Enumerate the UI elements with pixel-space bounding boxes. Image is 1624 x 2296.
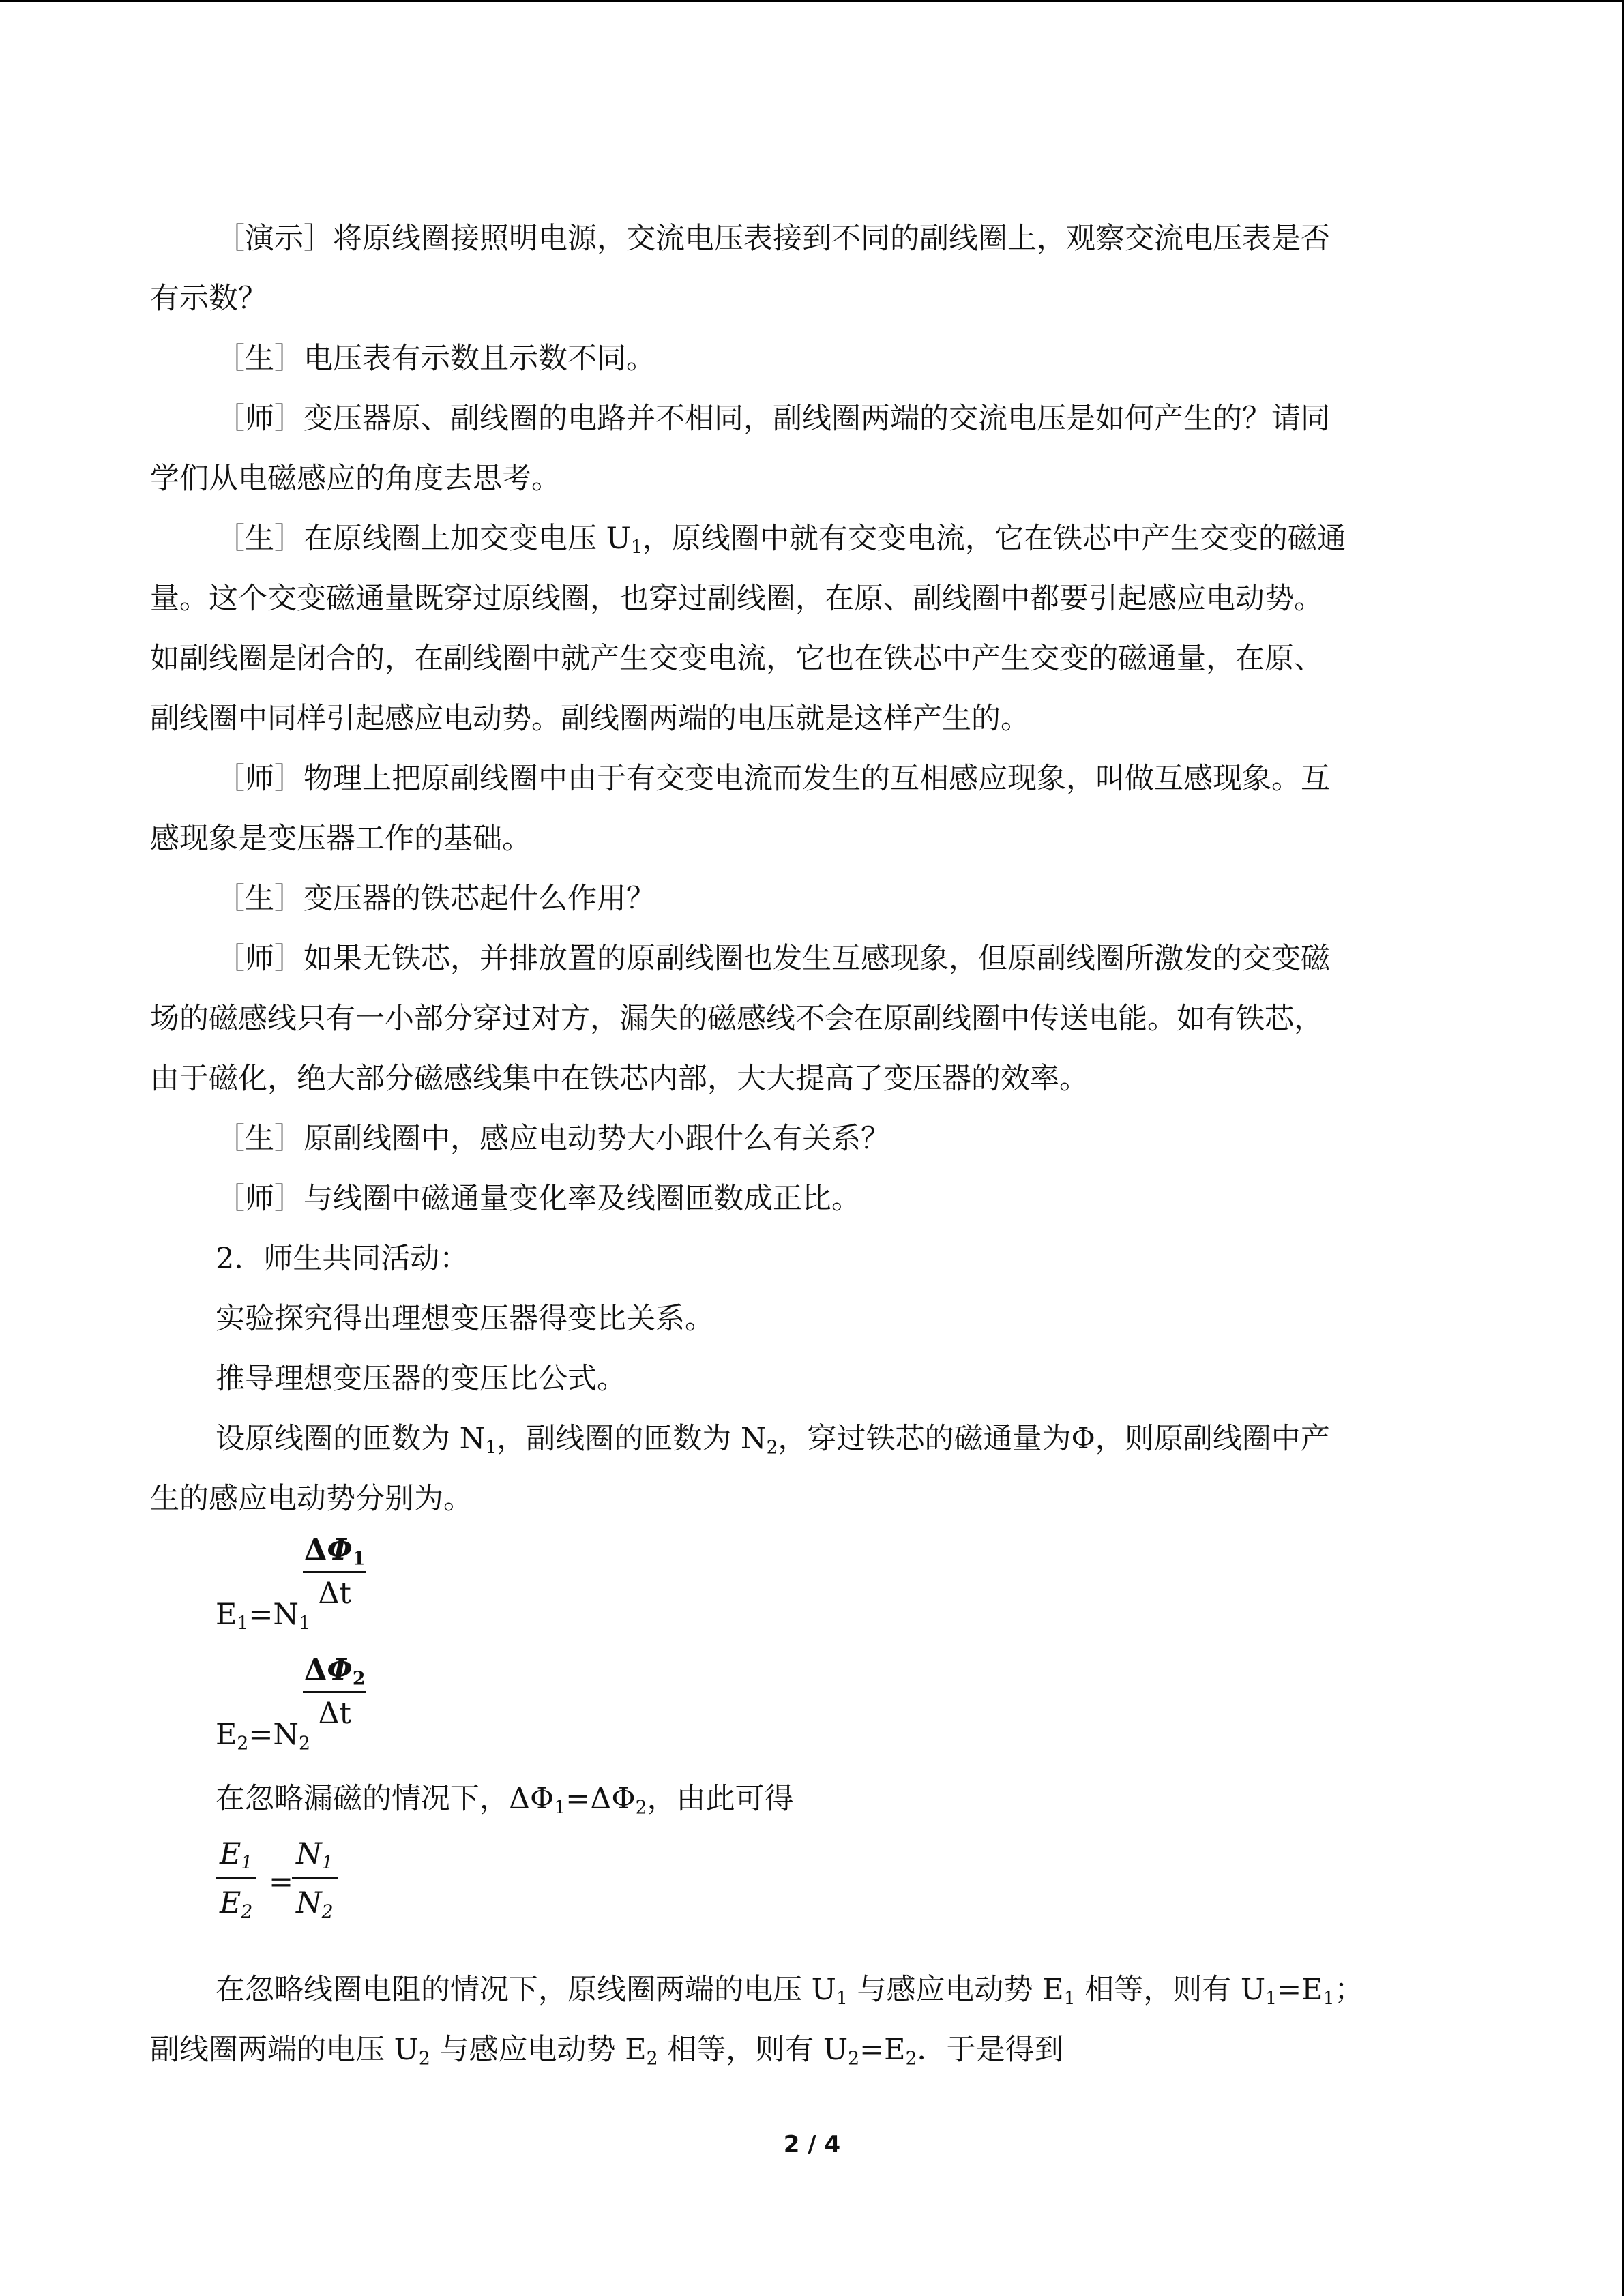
paragraph-text: 副线圈中同样引起感应电动势。副线圈两端的电压就是这样产生的。 [150,702,1030,736]
fraction-denominator: Δt [318,1577,351,1611]
paragraph-text: ［师］如果无铁芯，并排放置的原副线圈也发生互感现象，但原副线圈所激发的交变磁 [216,942,1330,976]
subscript: 2 [766,1437,778,1459]
paragraph-teacher-3-line3 [150,1049,1473,1109]
fraction-emf-ratio [216,1832,256,1928]
subscript: 1 [630,537,643,558]
paragraph-setup [150,1409,1473,1469]
paragraph-text: ［师］与线圈中磁通量变化率及线圈匝数成正比。 [216,1182,861,1216]
paragraph-text: 学们从电磁感应的角度去思考。 [150,462,561,496]
subscript: 2 [635,1797,647,1819]
paragraph-text: =E [859,2033,906,2067]
equation-lhs: $E_2=N_2$ [216,1718,310,1755]
paragraph-student-4 [150,1109,1473,1169]
paragraph-text: 推导理想变压器的变压比公式。 [216,1362,626,1396]
section-heading [150,1229,1473,1289]
paragraph-text: 感现象是变压器工作的基础。 [150,822,531,856]
paragraph-setup-cont [150,1469,1473,1529]
fraction-denominator: $E_2$ [220,1886,253,1923]
paragraph-text: ［生］变压器的铁芯起什么作用？ [216,882,655,916]
paragraph-text: ，副线圈的匝数为 N [497,1422,767,1456]
paragraph-text: ［生］原副线圈中，感应电动势大小跟什么有关系？ [216,1122,890,1156]
fraction-denominator: Δt [318,1697,351,1731]
fraction-denominator: $N_2$ [296,1886,334,1923]
subscript: 1 [1323,1988,1335,2010]
subscript: 1 [836,1988,848,2010]
paragraph-text: ［生］电压表有示数且示数不同。 [216,342,655,376]
subscript: 2 [848,2048,860,2070]
fraction-numerator: $\Delta\Phi_1$ [303,1529,366,1573]
paragraph-experiment [150,1289,1473,1349]
paragraph-text: 在忽略漏磁的情况下，ΔΦ [216,1782,555,1816]
subscript: 1 [554,1797,566,1819]
paragraph-teacher-3 [150,929,1473,989]
paragraph-student-2-line4 [150,689,1473,749]
paragraph-teacher-4 [150,1169,1473,1229]
paragraph-text: 有示数？ [150,282,267,316]
paragraph-student-2 [150,509,1473,569]
paragraph-demo [150,209,1473,269]
paragraph-resistance-cont [150,2020,1473,2080]
paragraph-text: ，由此可得 [647,1782,794,1816]
fraction-numerator: $\Delta\Phi_2$ [303,1649,366,1693]
paragraph-derivation [150,1349,1473,1409]
fraction-flux-rate-2 [303,1649,366,1734]
paragraph-student-3 [150,869,1473,929]
paragraph-student-1 [150,329,1473,389]
paragraph-text: 与感应电动势 E [430,2033,647,2067]
subscript: 2 [646,2048,658,2070]
equals-sign: = [269,1865,294,1899]
heading-text: 2．师生共同活动： [216,1242,469,1276]
paragraph-text: ［师］变压器原、副线圈的电路并不相同，副线圈两端的交流电压是如何产生的？请同 [216,402,1330,436]
paragraph-text: 副线圈两端的电压 U [150,2033,419,2067]
paragraph-text: ，原线圈中就有交变电流，它在铁芯中产生交变的磁通 [642,522,1346,556]
paragraph-demo-cont [150,269,1473,329]
paragraph-text: =E [1277,1973,1323,2007]
paragraph-text: 生的感应电动势分别为。 [150,1482,473,1516]
document-body [150,209,1473,2080]
paragraph-text: ［师］物理上把原副线圈中由于有交变电流而发生的互相感应现象，叫做互感现象。互 [216,762,1330,796]
paragraph-text: ．于是得到 [917,2033,1064,2067]
paragraph-student-2-line2 [150,569,1473,629]
paragraph-resistance [150,1960,1473,2020]
paragraph-text: 在忽略线圈电阻的情况下，原线圈两端的电压 U [216,1973,836,2007]
paragraph-text: 与感应电动势 E [847,1973,1064,2007]
paragraph-text: 如副线圈是闭合的，在副线圈中就产生交变电流，它也在铁芯中产生交变的磁通量，在原、 [150,642,1323,676]
fraction-turns-ratio [292,1832,338,1928]
subscript: 1 [1063,1988,1076,2010]
fraction-numerator: $N_1$ [292,1832,338,1879]
subscript: 2 [905,2048,917,2070]
paragraph-teacher-3-line2 [150,989,1473,1049]
paragraph-text: 由于磁化，绝大部分磁感线集中在铁芯内部，大大提高了变压器的效率。 [150,1062,1089,1096]
subscript: 1 [1265,1988,1278,2010]
paragraph-text: ； [1334,1973,1364,2007]
paragraph-text: 相等，则有 U [1075,1973,1266,2007]
paragraph-text: ［演示］将原线圈接照明电源，交流电压表接到不同的副线圈上，观察交流电压表是否 [216,222,1330,256]
paragraph-text: ，穿过铁芯的磁通量为Φ，则原副线圈中产 [778,1422,1330,1456]
paragraph-text: 设原线圈的匝数为 N [216,1422,486,1456]
paragraph-condition [150,1769,1473,1829]
paragraph-student-2-line3 [150,629,1473,689]
paragraph-teacher-1-cont [150,449,1473,509]
paragraph-text: 场的磁感线只有一小部分穿过对方，漏失的磁感线不会在原副线圈中传送电能。如有铁芯， [150,1002,1323,1036]
paragraph-teacher-2-cont [150,809,1473,869]
paragraph-text: 实验探究得出理想变压器得变比关系。 [216,1302,714,1336]
subscript: 1 [485,1437,497,1459]
equation-e1 [216,1529,1473,1649]
equation-ratio [216,1832,1473,1934]
top-border [0,0,1624,2]
fraction-flux-rate-1 [303,1529,366,1614]
paragraph-text: =ΔΦ [565,1782,636,1816]
paragraph-text: ［生］在原线圈上加交变电压 U [216,522,631,556]
page-number: 2 / 4 [783,2131,841,2158]
paragraph-text: 相等，则有 U [658,2033,848,2067]
equation-lhs: $E_1=N_1$ [216,1598,310,1635]
equation-e2 [216,1649,1473,1769]
paragraph-teacher-1 [150,389,1473,449]
paragraph-teacher-2 [150,749,1473,809]
fraction-numerator: $E_1$ [216,1832,256,1879]
paragraph-text: 量。这个交变磁通量既穿过原线圈，也穿过副线圈，在原、副线圈中都要引起感应电动势。 [150,582,1323,616]
subscript: 2 [418,2048,430,2070]
